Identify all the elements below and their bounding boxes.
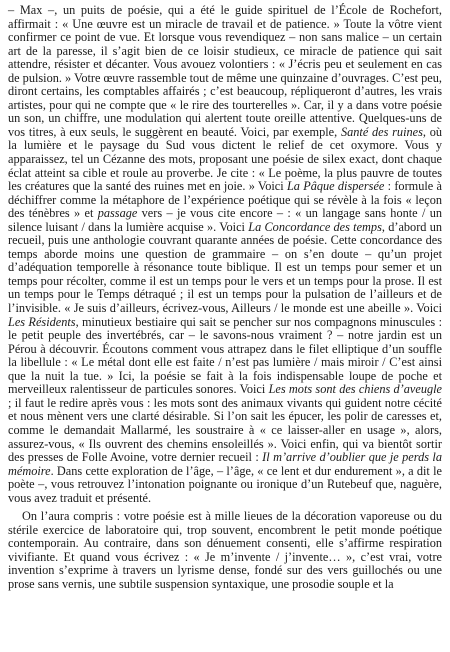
text-run: – Max –, un puits de poésie, qui a été le guide spirituel de l’École de Rochefort, affirmait : « Une œuvre est un miracle de travail et de patience. » Toute la vôtre vient confirmer ce point de vue. Et lorsque vous revendiquez – non sans malice – un certain art de la paresse, il s’agit bien de ce loisir studieux, ce miracle de patience qui sait attendre, résister et décanter. Vous avouez volontiers : « J’écris peu et seulement en cas de pulsion. » Votre œuvre rassemble tout de même une quinzaine d’ouvrages. C’est peu, diront certains, les comptables affairés ; c’est beaucoup, répliqueront d’autres, les vrais artistes, pour qui ne compte que « le rire des tourterelles ». Car, il y a dans votre poésie un son, un chiffre, une modulation qui alertent toute oreille attentive. Quelques-uns de vos titres, à eux seuls, le suggèrent en beauté. Voici, par exemple, [8, 3, 442, 139]
italic-title: La Concordance des temps [248, 219, 382, 234]
text-run: . Dans cette exploration de l’âge, – l’âge, « ce lent et dur endurement », a dit le poète –, vous retrouvez l’intonation poignante ou ironique d’un Rutebeuf que, naguère, vous avez traduit et présenté. [8, 463, 442, 505]
italic-title: Les mots sont des chiens d’aveugle [268, 382, 443, 397]
text-run: On l’aura compris : votre poésie est à mille lieues de la décoration vaporeuse ou du stérile exercice de laboratoire qui, trop souvent, encombrent le petit monde poétique contemporain. Au contraire, dans son dénuement consenti, elle s’affirme respiration vivifiante. Et quand vous écrivez : « Je m’invente / j’invente… », c’est vrai, votre invention s’exprime à travers un lyrisme dense, fondé sur des vers guillochés ou une prose sans vernis, une subtile suspension syntaxique, une prosodie souple et la [8, 509, 442, 591]
text-run: vers – je vous cite encore – : « un langage sans honte / un silence luisant / dans la lumière acquise ». Voici [8, 206, 442, 234]
text-run: : formule à déchiffrer comme la métaphore de l’expérience poétique qui se révèle à la fois « leçon des ténèbres » et [8, 179, 442, 221]
text-run: ; il faut le redire après vous : les mots sont des animaux vivants qui guident notre cécité et nous mènent vers une clarté désirable. Si l’on sait les épucer, les polir de caresses et, comme le demandait Mallarmé, les soustraire à « ce laisser-aller en usage », alors, assurez-vous, « Ils ouvrent des chemins ensoleillés ». Voici enfin, qui va bientôt sortir des presses de Folle Avoine, votre dernier recueil : [8, 395, 442, 465]
italic-title: Santé des ruines [340, 124, 423, 139]
italic-title: Les Résidents [8, 314, 76, 329]
text-run: , où la lumière et le paysage du Sud vous dictent le relief de cet oxymore. Vous y apparaissez, tel un Cézanne des mots, proposant une poésie de silex exact, dont chaque éclat atteint sa cible et roule au proverbe. Je cite : « Le poème, la plus pauvre de toutes les créatures que la santé des ruines met en joie. » Voici [8, 124, 442, 194]
italic-title: passage [97, 206, 138, 221]
italic-title: La Pâque dispersée [286, 179, 385, 194]
italic-title: Il m’arrive d’oublier que je perds la mémoire [8, 450, 442, 478]
text-run: , minutieux bestiaire qui sait se pencher sur nos compagnons minuscules : le petit peuple des invertébrés, car – le savons-nous vraiment ? – notre jardin est un Pérou à découvrir. Écoutons comment vous attrapez dans le filet elliptique d’un souffle la libellule : « Le métal dont elle est faite / n’est pas lumière / mais miroir / C’est ainsi que la nuit la tue. » Ici, la poésie se fait à la fois indispensable loupe de poche et merveilleux ralentisseur de particules sonores. Voici [8, 314, 442, 397]
paragraph [8, 510, 442, 591]
text-run: , d’abord un recueil, puis une anthologie couvrant quarante années de poésie. Cette concordance des temps aborde moins une question de grammaire – on s’en doute – qu’un projet d’adéquation temporelle à résonance toute biblique. Il est un temps pour semer et un temps pour récolter, comme il est un temps pour le vers et un temps pour la prose. Il est un temps pour le Temps détraqué ; il est un temps pour la pulsation de l’ailleurs et de l’invisible. « Je suis d’ailleurs, écrivez-vous, Ailleurs / le monde est une abeille ». Voici [8, 219, 442, 316]
paragraph [8, 4, 442, 505]
